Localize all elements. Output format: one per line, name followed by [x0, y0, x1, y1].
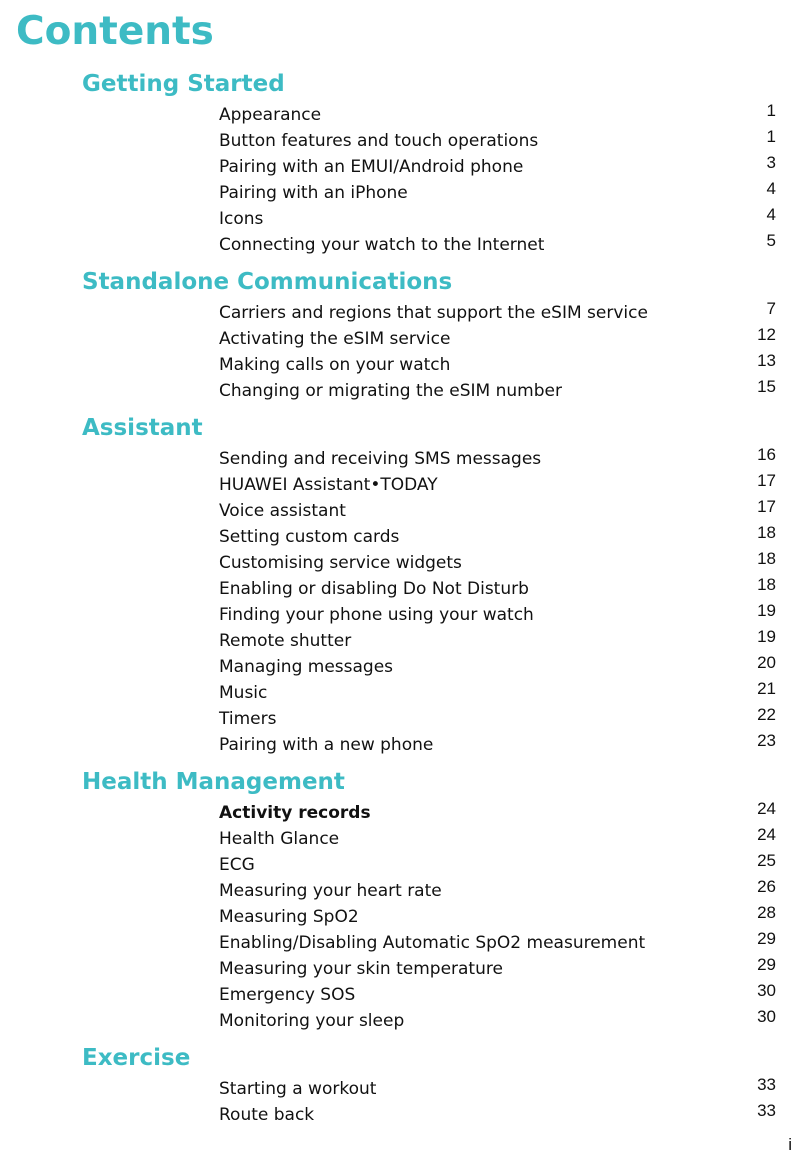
toc-entry[interactable]: [0, 800, 808, 826]
toc-entry-title: Enabling or disabling Do Not Disturb: [219, 579, 529, 599]
toc-entry-page-number: 1: [766, 101, 776, 120]
toc-entry-title: Activity records: [219, 803, 371, 823]
toc-entry-title: Measuring your heart rate: [219, 881, 442, 901]
toc-entry-page-number: 3: [766, 153, 776, 172]
toc-entry[interactable]: [0, 706, 808, 732]
toc-entry-title: Remote shutter: [219, 631, 352, 651]
toc-entry-title: Carriers and regions that support the eSIM service: [219, 303, 648, 323]
toc-entry-title: Finding your phone using your watch: [219, 605, 534, 625]
section-heading[interactable]: Exercise: [82, 1045, 191, 1071]
toc-entry-title: Icons: [219, 209, 264, 229]
toc-entry-page-number: 28: [757, 903, 776, 922]
toc-entry[interactable]: [0, 654, 808, 680]
toc-entry-page-number: 4: [766, 205, 776, 224]
toc-section: [0, 764, 808, 1040]
toc-entry-page-number: 19: [757, 601, 776, 620]
toc-entry-page-number: 30: [757, 981, 776, 1000]
toc-entry-page-number: 29: [757, 929, 776, 948]
section-heading[interactable]: Assistant: [82, 415, 203, 441]
toc-entry[interactable]: [0, 232, 808, 258]
toc-entry-title: Pairing with a new phone: [219, 735, 434, 755]
toc-entry-title: Making calls on your watch: [219, 355, 451, 375]
toc-entry[interactable]: [0, 154, 808, 180]
toc-entry-page-number: 33: [757, 1075, 776, 1094]
toc-entry-title: Pairing with an EMUI/Android phone: [219, 157, 524, 177]
toc-entry-page-number: 18: [757, 549, 776, 568]
toc-entry-page-number: 20: [757, 653, 776, 672]
toc-entry-title: Enabling/Disabling Automatic SpO2 measurement: [219, 933, 646, 953]
toc-entry[interactable]: [0, 826, 808, 852]
toc-entry-page-number: 17: [757, 497, 776, 516]
toc-entry-title: Health Glance: [219, 829, 340, 849]
toc-entry-title: Voice assistant: [219, 501, 346, 521]
toc-entry-page-number: 25: [757, 851, 776, 870]
toc-entry-page-number: 15: [757, 377, 776, 396]
toc-entry-page-number: 16: [757, 445, 776, 464]
toc-entry-page-number: 13: [757, 351, 776, 370]
toc-entry-list: [0, 102, 808, 264]
toc-entry-page-number: 26: [757, 877, 776, 896]
toc-entry[interactable]: [0, 378, 808, 404]
toc-entry-title: HUAWEI Assistant•TODAY: [219, 475, 438, 495]
section-heading[interactable]: Health Management: [82, 769, 345, 795]
toc-entry[interactable]: [0, 300, 808, 326]
toc-entry-title: Sending and receiving SMS messages: [219, 449, 542, 469]
toc-section: [0, 410, 808, 764]
toc-entry-page-number: 5: [766, 231, 776, 250]
toc-entry[interactable]: [0, 732, 808, 758]
page-title: Contents: [16, 9, 214, 54]
toc-entry[interactable]: [0, 602, 808, 628]
toc-entry-title: Route back: [219, 1105, 315, 1125]
toc-entry-page-number: 18: [757, 523, 776, 542]
toc-entry-page-number: 1: [766, 127, 776, 146]
toc-entry-page-number: 21: [757, 679, 776, 698]
section-heading[interactable]: Standalone Communications: [82, 269, 453, 295]
toc-entry[interactable]: [0, 102, 808, 128]
toc-entry[interactable]: [0, 1076, 808, 1102]
toc-entry-title: Customising service widgets: [219, 553, 462, 573]
toc-entry[interactable]: [0, 326, 808, 352]
toc-entry-title: Monitoring your sleep: [219, 1011, 405, 1031]
toc-entry-title: Music: [219, 683, 268, 703]
toc-entry-page-number: 24: [757, 825, 776, 844]
page-number: i: [788, 1135, 792, 1154]
toc-entry-title: Connecting your watch to the Internet: [219, 235, 545, 255]
toc-entry-title: ECG: [219, 855, 255, 875]
section-heading[interactable]: Getting Started: [82, 71, 285, 97]
toc-entry[interactable]: [0, 628, 808, 654]
toc-entry[interactable]: [0, 472, 808, 498]
toc-section: [0, 264, 808, 410]
toc-entry-page-number: 33: [757, 1101, 776, 1120]
toc-entry-title: Managing messages: [219, 657, 394, 677]
toc-entry-list: [0, 300, 808, 410]
toc-entry-title: Appearance: [219, 105, 322, 125]
toc-entry[interactable]: [0, 576, 808, 602]
toc-entry[interactable]: [0, 904, 808, 930]
toc-entry[interactable]: [0, 128, 808, 154]
toc-entry[interactable]: [0, 680, 808, 706]
toc-entry[interactable]: [0, 352, 808, 378]
toc-entry-page-number: 17: [757, 471, 776, 490]
toc-entry[interactable]: [0, 550, 808, 576]
toc-entry-title: Pairing with an iPhone: [219, 183, 408, 203]
toc-entry[interactable]: [0, 524, 808, 550]
toc-entry-page-number: 12: [757, 325, 776, 344]
toc-entry-title: Button features and touch operations: [219, 131, 539, 151]
toc-entry-page-number: 30: [757, 1007, 776, 1026]
toc-entry-title: Timers: [219, 709, 277, 729]
toc-entry[interactable]: [0, 180, 808, 206]
toc-entry[interactable]: [0, 498, 808, 524]
toc-entry[interactable]: [0, 206, 808, 232]
toc-entry[interactable]: [0, 956, 808, 982]
toc-entry[interactable]: [0, 1008, 808, 1034]
toc-entry-title: Changing or migrating the eSIM number: [219, 381, 562, 401]
toc-entry-page-number: 24: [757, 799, 776, 818]
toc-entry[interactable]: [0, 446, 808, 472]
toc-section: [0, 66, 808, 264]
toc-section: [0, 1040, 808, 1134]
toc-entry-page-number: 22: [757, 705, 776, 724]
toc-entry-title: Emergency SOS: [219, 985, 356, 1005]
toc-entry[interactable]: [0, 852, 808, 878]
toc-entry[interactable]: [0, 1102, 808, 1128]
toc-entry-title: Measuring your skin temperature: [219, 959, 503, 979]
toc-entry[interactable]: [0, 930, 808, 956]
toc-entry-page-number: 4: [766, 179, 776, 198]
toc-entry-title: Starting a workout: [219, 1079, 377, 1099]
toc-entry-page-number: 29: [757, 955, 776, 974]
toc-entry-page-number: 19: [757, 627, 776, 646]
toc-entry[interactable]: [0, 982, 808, 1008]
toc-entry-page-number: 18: [757, 575, 776, 594]
toc-entry-list: [0, 446, 808, 764]
toc-entry-page-number: 7: [766, 299, 776, 318]
toc-entry[interactable]: [0, 878, 808, 904]
toc-entry-list: [0, 800, 808, 1040]
toc-entry-page-number: 23: [757, 731, 776, 750]
toc-entry-title: Activating the eSIM service: [219, 329, 451, 349]
toc-entry-title: Measuring SpO2: [219, 907, 359, 927]
table-of-contents: [0, 66, 808, 1134]
toc-entry-title: Setting custom cards: [219, 527, 400, 547]
toc-entry-list: [0, 1076, 808, 1134]
